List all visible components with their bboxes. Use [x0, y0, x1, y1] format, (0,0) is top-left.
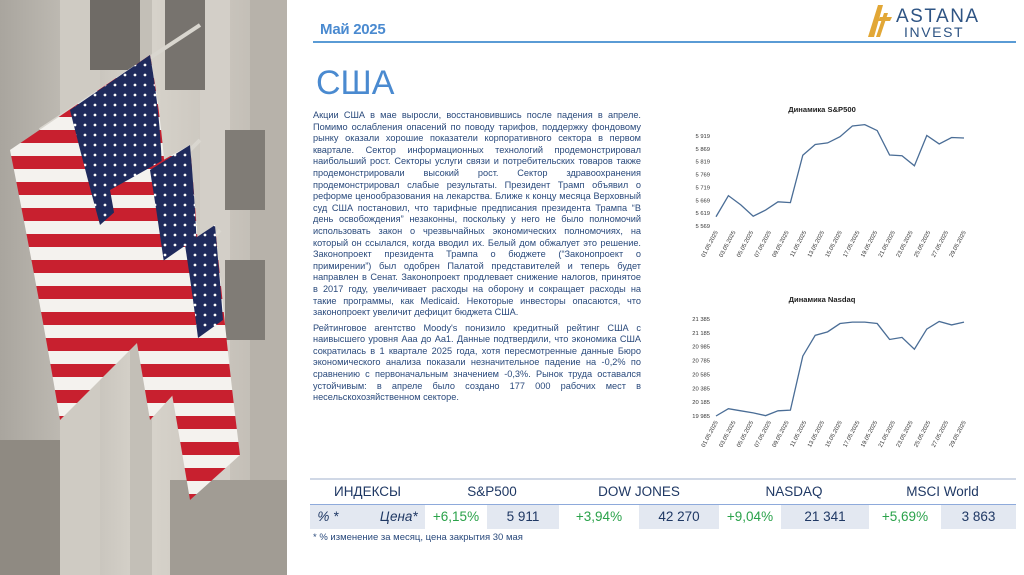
x-tick-label: 17.05.2025 — [842, 230, 862, 259]
y-tick-label: 5 819 — [695, 159, 710, 166]
y-tick-label: 20 185 — [692, 400, 710, 407]
x-tick-label: 23.05.2025 — [895, 420, 915, 449]
commentary-paragraph-2: Рейтинговое агентство Moody's понизило кредитный рейтинг США с наивысшего уровня Aaa до Aa1. Данные подтвердили, что экономика США сократилась в 1 квартале 2025 года, хотя пересмотренные данные Бюро экономического анализа показали незначительное падение на -0,2% по сравнению с первоначальным значением -0,3%. Рынок труда оставался устойчивым: в апреле было создано 177 000 рабочих мест в несельскохозяйственном секторе. — [313, 322, 641, 403]
chart-title: Динамика S&P500 — [788, 105, 856, 114]
x-tick-label: 13.05.2025 — [807, 230, 827, 259]
x-tick-label: 07.05.2025 — [753, 420, 773, 449]
sp500-price: 5 911 — [487, 504, 559, 529]
x-tick-label: 21.05.2025 — [877, 230, 897, 259]
y-tick-label: 20 985 — [692, 344, 710, 351]
nasdaq-chart — [668, 288, 978, 458]
row-label-change: % * — [317, 509, 339, 525]
sp500-chart-svg — [668, 98, 978, 266]
logo-line1: ASTANA — [896, 6, 980, 27]
dowjones-change: +3,94% — [559, 504, 639, 529]
x-tick-label: 09.05.2025 — [771, 230, 791, 259]
market-commentary — [313, 110, 641, 408]
x-tick-label: 27.05.2025 — [931, 230, 951, 259]
x-tick-label: 19.05.2025 — [860, 420, 880, 449]
report-month: Май 2025 — [320, 21, 386, 38]
x-tick-label: 25.05.2025 — [913, 230, 933, 259]
table-row — [310, 504, 1016, 529]
x-tick-label: 15.05.2025 — [824, 230, 844, 259]
dowjones-price: 42 270 — [639, 504, 719, 529]
y-tick-label: 21 385 — [692, 317, 710, 324]
header-nasdaq: NASDAQ — [719, 479, 869, 504]
row-label — [310, 504, 425, 529]
sp500-chart — [668, 98, 978, 266]
y-tick-label: 20 385 — [692, 386, 710, 393]
x-tick-label: 29.05.2025 — [948, 230, 968, 259]
y-tick-label: 5 669 — [695, 198, 710, 205]
x-tick-label: 03.05.2025 — [718, 420, 738, 449]
x-tick-label: 11.05.2025 — [789, 230, 809, 259]
us-flags-photo — [0, 0, 287, 575]
x-tick-label: 03.05.2025 — [718, 230, 738, 259]
nasdaq-change: +9,04% — [719, 504, 781, 529]
y-tick-label: 19 985 — [692, 414, 710, 420]
x-tick-label: 25.05.2025 — [913, 420, 933, 449]
indices-table — [310, 478, 1016, 529]
y-tick-label: 5 919 — [695, 133, 710, 140]
x-tick-label: 23.05.2025 — [895, 230, 915, 259]
country-title: США — [316, 64, 395, 102]
table-footnote: * % изменение за месяц, цена закрытия 30 мая — [313, 532, 523, 543]
nasdaq-chart-svg — [668, 288, 978, 458]
x-tick-label: 19.05.2025 — [860, 230, 880, 259]
x-tick-label: 05.05.2025 — [736, 420, 756, 449]
astana-invest-logo — [866, 3, 1016, 41]
y-tick-label: 20 785 — [692, 358, 710, 365]
x-tick-label: 13.05.2025 — [807, 420, 827, 449]
x-tick-label: 07.05.2025 — [753, 230, 773, 259]
header-msci-world: MSCI World — [869, 479, 1016, 504]
header-indices: ИНДЕКСЫ — [310, 479, 425, 504]
logo-mark-icon — [866, 3, 894, 39]
y-tick-label: 5 869 — [695, 146, 710, 153]
y-tick-label: 21 185 — [692, 330, 710, 337]
table-header-row — [310, 479, 1016, 504]
x-tick-label: 27.05.2025 — [931, 420, 951, 449]
sp500-change: +6,15% — [425, 504, 487, 529]
row-label-price: Цена* — [379, 509, 418, 525]
commentary-paragraph-1: Акции США в мае выросли, восстановившись после падения в апреле. Помимо ослабления опасений по поводу тарифов, поддержку фондовому рынку оказали хорошие показатели корпоративного сектора в первом квартале. Сектор информационных технологий продемонстрировал наибольший рост. Секторы услуги связи и потребительских товаров также продемонстрировали высокий рост. Сектор здравоохранения продемонстрировал слабые результаты. Президент Трамп объявил о реформе ценообразования на лекарства. Ближе к концу месяца Верховный суд США постановил, что тарифные предписания президента Трампа “В день освобождения” незаконны, поскольку у него не было полномочий использовать закон о чрезвычайных экономических полномочиях, на который он ссылался, когда вводил их. Белый дом обжалует это решение. Законопроект президента Трампа о бюджете (“Законопроект о примирении”) был одобрен Палатой представителей и теперь будет направлен в Сенат. Законопроект продлевает снижение налогов, принятое в 2017 году, увеличивает расходы на оборону и сокращает расходы на такие программы, как Medicaid. Некоторые инвесторы опасаются, что законопроект увеличит дефицит бюджета США. — [313, 110, 641, 318]
y-tick-label: 20 585 — [692, 372, 710, 379]
nasdaq-price: 21 341 — [781, 504, 869, 529]
msci-world-price: 3 863 — [941, 504, 1016, 529]
x-tick-label: 01.05.2025 — [700, 420, 720, 449]
x-tick-label: 01.05.2025 — [700, 230, 720, 259]
y-tick-label: 5 769 — [695, 172, 710, 179]
header-divider — [313, 41, 1016, 43]
chart-title: Динамика Nasdaq — [788, 295, 856, 304]
y-tick-label: 5 719 — [695, 185, 710, 192]
msci-world-change: +5,69% — [869, 504, 941, 529]
header-dowjones: DOW JONES — [559, 479, 719, 504]
x-tick-label: 15.05.2025 — [824, 420, 844, 449]
x-tick-label: 29.05.2025 — [948, 420, 968, 449]
y-tick-label: 5 619 — [695, 211, 710, 218]
series-line — [716, 321, 964, 416]
x-tick-label: 11.05.2025 — [789, 420, 809, 449]
y-tick-label: 5 569 — [695, 224, 710, 230]
x-tick-label: 21.05.2025 — [877, 420, 897, 449]
series-line — [716, 125, 964, 217]
x-tick-label: 09.05.2025 — [771, 420, 791, 449]
logo-line2: INVEST — [904, 24, 965, 40]
header-sp500: S&P500 — [425, 479, 559, 504]
x-tick-label: 05.05.2025 — [736, 230, 756, 259]
x-tick-label: 17.05.2025 — [842, 420, 862, 449]
